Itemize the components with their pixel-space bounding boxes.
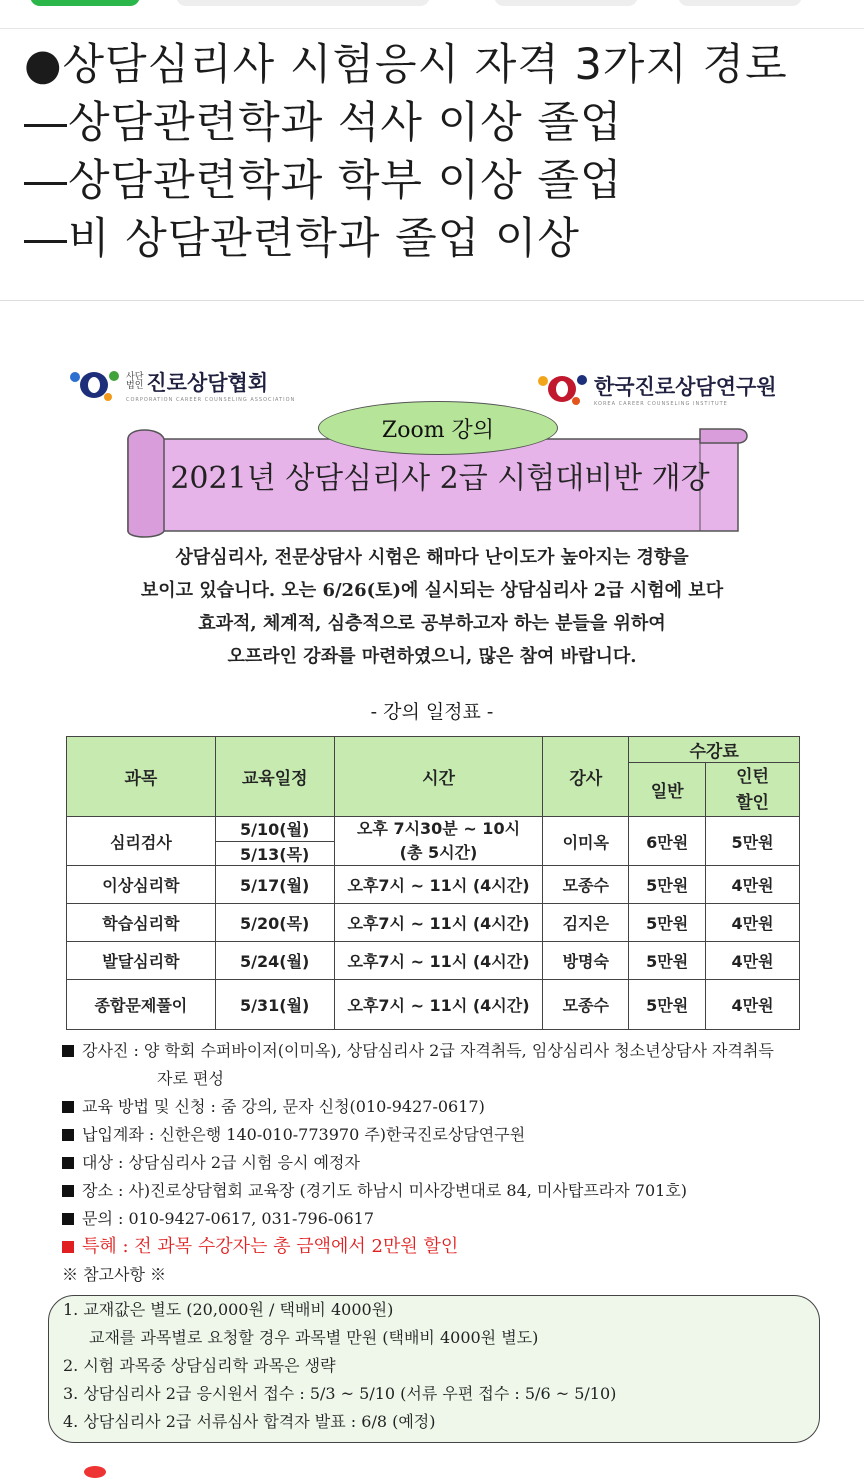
table-row: [67, 942, 800, 980]
cell-subject: 이상심리학: [67, 866, 216, 904]
intro-line: 오프라인 강좌를 마련하였으니, 많은 참여 바랍니다.: [227, 646, 637, 667]
post-heading: [24, 36, 854, 268]
note-item: 1. 교재값은 별도 (20,000원 / 택배비 4000원): [63, 1300, 394, 1319]
header-lecturer: 강사: [543, 737, 629, 817]
square-bullet-icon: [62, 1129, 74, 1141]
active-tab-pill[interactable]: [30, 0, 140, 6]
info-target: 대상 : 상담심리사 2급 시험 응시 예정자: [82, 1153, 360, 1172]
info-place: 장소 : 사)진로상담협회 교육장 (경기도 하남시 미사강변대로 84, 미사탑프라자 701호): [82, 1181, 688, 1200]
cell-fee-intern: 4만원: [706, 980, 800, 1030]
cell-fee-intern: 4만원: [706, 866, 800, 904]
tab-pill[interactable]: [678, 0, 802, 6]
info-item: [62, 1037, 842, 1065]
cell-date: 5/10(월): [215, 817, 334, 842]
reference-notes-box: [48, 1295, 820, 1443]
cell-time-line: (총 5시간): [399, 843, 478, 862]
note-item: 4. 상담심리사 2급 서류심사 합격자 발표 : 6/8 (예정): [63, 1412, 436, 1431]
info-list: [62, 1037, 842, 1289]
square-bullet-icon: [62, 1185, 74, 1197]
cell-lecturer: 이미옥: [543, 817, 629, 866]
cell-fee-intern: 5만원: [706, 817, 800, 866]
cell-fee-general: 6만원: [629, 817, 706, 866]
korea-career-counseling-institute-logo: [536, 371, 777, 407]
info-item: [62, 1121, 842, 1149]
cell-date: 5/31(월): [215, 980, 334, 1030]
table-header-row: [67, 737, 800, 763]
table-row: [67, 817, 800, 842]
logo-name: 진로상담협회: [146, 371, 269, 395]
intro-line: 상담심리사, 전문상담사 시험은 해마다 난이도가 높아지는 경향을: [175, 547, 689, 568]
heading-line: ―상담관련학과 석사 이상 졸업: [24, 98, 623, 148]
next-content-peek: [84, 1466, 106, 1478]
cell-lecturer: 모종수: [543, 980, 629, 1030]
cell-fee-general: 5만원: [629, 904, 706, 942]
header-time: 시간: [334, 737, 543, 817]
table-row: [67, 904, 800, 942]
association-logo-icon: [68, 368, 120, 402]
logo-name: 한국진로상담연구원: [594, 375, 777, 399]
top-tab-bar: [0, 0, 864, 29]
cell-time: 오후7시 ~ 11시 (4시간): [334, 904, 543, 942]
intro-paragraph: [90, 541, 774, 673]
cell-subject: 심리검사: [67, 817, 216, 866]
square-bullet-icon: [62, 1241, 74, 1253]
institute-logo-icon: [536, 372, 588, 406]
logo-subtitle: KOREA CAREER COUNSELING INSTITUTE: [594, 401, 728, 407]
cell-fee-general: 5만원: [629, 980, 706, 1030]
career-counseling-association-logo: [68, 367, 295, 403]
header-fee-intern-line: 할인: [736, 792, 769, 813]
header-subject: 과목: [67, 737, 216, 817]
header-date: 교육일정: [215, 737, 334, 817]
cell-fee-intern: 4만원: [706, 904, 800, 942]
cell-time-line: 오후 7시30분 ~ 10시: [356, 819, 521, 838]
square-bullet-icon: [62, 1213, 74, 1225]
note-item: 2. 시험 과목중 상담심리학 과목은 생략: [63, 1356, 336, 1375]
cell-date: 5/24(월): [215, 942, 334, 980]
cell-date: 5/13(목): [215, 841, 334, 866]
info-item: [62, 1177, 842, 1205]
info-item-benefit: [62, 1233, 842, 1261]
cell-date: 5/20(목): [215, 904, 334, 942]
cell-subject: 종합문제풀이: [67, 980, 216, 1030]
table-row: [67, 980, 800, 1030]
cell-time: 오후7시 ~ 11시 (4시간): [334, 980, 543, 1030]
cell-fee-intern: 4만원: [706, 942, 800, 980]
header-fee-general: 일반: [629, 763, 706, 817]
cell-time: 오후7시 ~ 11시 (4시간): [334, 942, 543, 980]
banner-title: 2021년 상담심리사 2급 시험대비반 개강: [170, 461, 710, 496]
heading-line: ―비 상담관련학과 졸업 이상: [24, 214, 580, 264]
note-item: 3. 상담심리사 2급 응시원서 접수 : 5/3 ~ 5/10 (서류 우편 접수 : 5/6 ~ 5/10): [63, 1384, 617, 1403]
cell-lecturer: 방명숙: [543, 942, 629, 980]
info-item: [62, 1093, 842, 1121]
cell-fee-general: 5만원: [629, 866, 706, 904]
info-method: 교육 방법 및 신청 : 줌 강의, 문자 신청(010-9427-0617): [82, 1097, 485, 1116]
info-item: [62, 1205, 842, 1233]
intro-line: 보이고 있습니다. 오는 6/26(토)에 실시되는 상담심리사 2급 시험에 보다: [140, 580, 724, 601]
heading-line: ―상담관련학과 학부 이상 졸업: [24, 156, 623, 206]
info-benefit: 특혜 : 전 과목 수강자는 총 금액에서 2만원 할인: [82, 1236, 459, 1257]
cell-lecturer: 김지은: [543, 904, 629, 942]
lecture-schedule-table: [66, 736, 800, 1030]
logo-subtitle: CORPORATION CAREER COUNSELING ASSOCIATION: [126, 397, 296, 403]
poster-image[interactable]: [0, 300, 864, 1473]
zoom-lecture-badge: Zoom 강의: [318, 401, 558, 455]
cell-fee-general: 5만원: [629, 942, 706, 980]
table-row: [67, 866, 800, 904]
cell-time: 오후7시 ~ 11시 (4시간): [334, 866, 543, 904]
cell-date: 5/17(월): [215, 866, 334, 904]
tab-pill[interactable]: [176, 0, 430, 6]
cell-subject: 학습심리학: [67, 904, 216, 942]
square-bullet-icon: [62, 1157, 74, 1169]
heading-line: ●상담심리사 시험응시 자격 3가지 경로: [24, 40, 788, 90]
notes-title: ※ 참고사항 ※: [62, 1265, 166, 1284]
note-item: 교재를 과목별로 요청할 경우 과목별 만원 (택배비 4000원 별도): [89, 1328, 539, 1347]
square-bullet-icon: [62, 1045, 74, 1057]
schedule-title: - 강의 일정표 -: [370, 701, 494, 723]
info-account: 납입계좌 : 신한은행 140-010-773970 주)한국진로상담연구원: [82, 1125, 526, 1144]
info-contact: 문의 : 010-9427-0617, 031-796-0617: [82, 1209, 375, 1228]
cell-time: [334, 817, 543, 866]
square-bullet-icon: [62, 1101, 74, 1113]
header-fee-intern: [706, 763, 800, 817]
cell-lecturer: 모종수: [543, 866, 629, 904]
info-staff: 강사진 : 양 학회 수퍼바이저(이미옥), 상담심리사 2급 자격취득, 임상심리사 청소년상담사 자격취득: [82, 1041, 774, 1060]
info-item: [62, 1149, 842, 1177]
logo-small-text: 사단 법인: [126, 372, 144, 391]
info-staff-cont: 자로 편성: [157, 1069, 224, 1088]
tab-pill[interactable]: [494, 0, 638, 6]
intro-line: 효과적, 체계적, 심층적으로 공부하고자 하는 분들을 위하여: [198, 613, 666, 634]
info-item: [62, 1065, 842, 1093]
header-fee-intern-line: 인턴: [736, 766, 769, 787]
header-fee: 수강료: [629, 737, 800, 763]
cell-subject: 발달심리학: [67, 942, 216, 980]
